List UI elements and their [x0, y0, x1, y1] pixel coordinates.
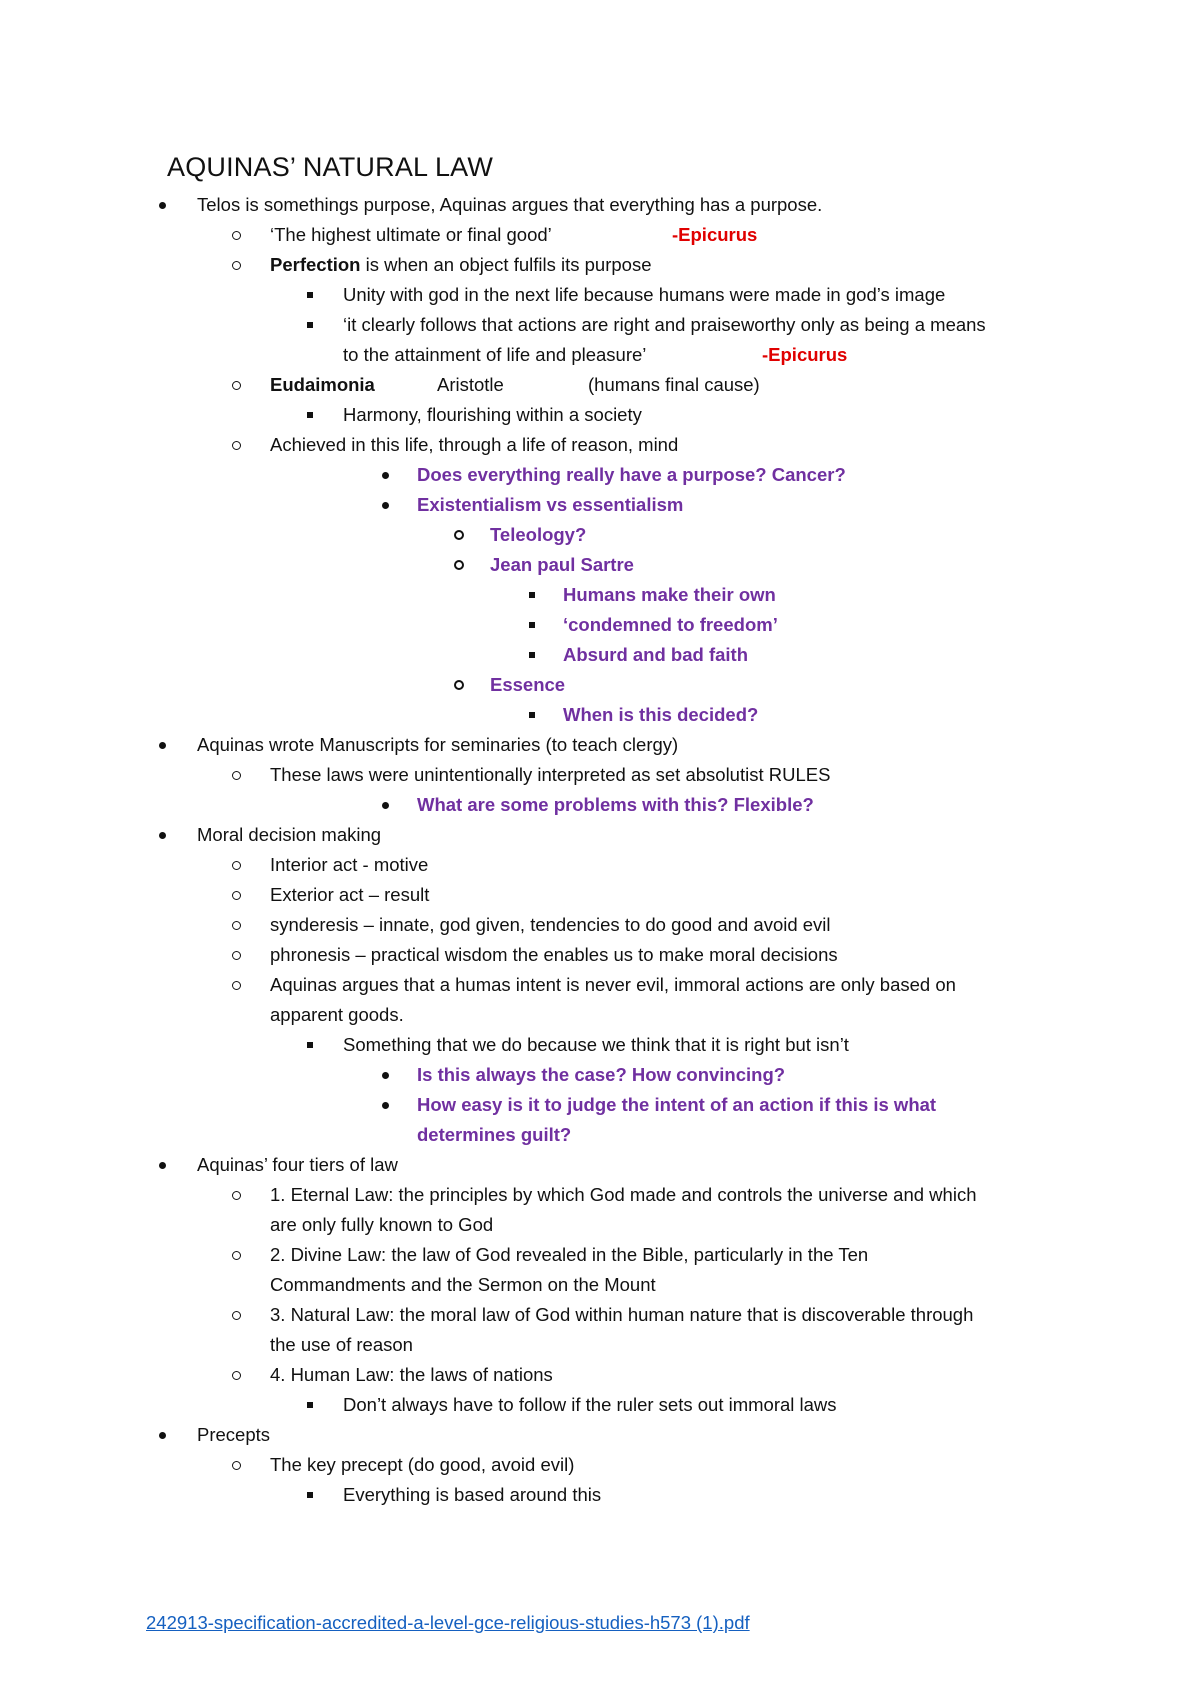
bullet-square-icon	[519, 700, 545, 730]
list-item-text	[270, 910, 831, 940]
text-body: Interior act - motive	[270, 854, 429, 875]
text-body: 2. Divine Law: the law of God revealed in the Bible, particularly in the Ten	[270, 1244, 869, 1265]
bullet-circle-icon	[223, 370, 249, 400]
bullet-circle-icon	[223, 1180, 249, 1210]
text-body: Is this always the case? How convincing?	[417, 1064, 786, 1085]
text-body: 4. Human Law: the laws of nations	[270, 1364, 553, 1385]
text-body: Aquinas wrote Manuscripts for seminaries (to teach clergy)	[197, 734, 679, 755]
text-body: Absurd and bad faith	[563, 644, 748, 665]
list-item-text	[270, 1000, 404, 1030]
bullet-dot-icon	[149, 730, 175, 760]
bullet-dot-icon	[372, 1060, 398, 1090]
quote-attribution: -Epicurus	[762, 344, 848, 365]
list-item-text	[417, 1060, 785, 1090]
bullet-circle-icon	[223, 760, 249, 790]
bullet-square-icon	[297, 1030, 323, 1060]
text-body: Precepts	[197, 1424, 271, 1445]
list-item-text	[417, 1120, 571, 1150]
text-body: synderesis – innate, god given, tendencies to do good and avoid evil	[270, 914, 831, 935]
list-item-text	[270, 1240, 868, 1270]
list-item-text	[343, 280, 945, 310]
bullet-circle-icon	[446, 670, 472, 700]
list-item-text	[270, 1180, 976, 1210]
text-body: phronesis – practical wisdom the enables us to make moral decisions	[270, 944, 838, 965]
list-item-text	[197, 1420, 270, 1450]
text-body: ‘The highest ultimate or final good’	[270, 224, 552, 245]
list-item-text	[490, 550, 634, 580]
list-item-text	[270, 220, 552, 250]
bullet-square-icon	[297, 1390, 323, 1420]
text-body: Unity with god in the next life because humans were made in god’s image	[343, 284, 946, 305]
list-item-text	[270, 940, 838, 970]
bullet-square-icon	[297, 400, 323, 430]
bullet-circle-icon	[223, 1240, 249, 1270]
page-title: AQUINAS’ NATURAL LAW	[167, 152, 494, 182]
list-item-text	[417, 490, 683, 520]
list-item-text	[490, 670, 565, 700]
specification-link[interactable]: 242913-specification-accredited-a-level-gce-religious-studies-h573 (1).pdf	[146, 1612, 750, 1633]
text-body: Harmony, flourishing within a society	[343, 404, 642, 425]
bullet-dot-icon	[372, 460, 398, 490]
list-item-text	[270, 1450, 574, 1480]
text-body: ‘it clearly follows that actions are right and praiseworthy only as being a means	[343, 314, 986, 335]
text-body: Commandments and the Sermon on the Mount	[270, 1274, 656, 1295]
text-body: Essence	[490, 674, 566, 695]
list-item-text	[563, 700, 758, 730]
list-item-text	[563, 640, 748, 670]
bullet-circle-icon	[223, 430, 249, 460]
text-body: Humans make their own	[563, 584, 776, 605]
list-item-text	[343, 1480, 601, 1510]
bullet-dot-icon	[149, 190, 175, 220]
text-body: The key precept (do good, avoid evil)	[270, 1454, 575, 1475]
list-item-text	[563, 610, 778, 640]
list-item-text	[490, 520, 586, 550]
list-item-text	[197, 730, 678, 760]
bullet-circle-icon	[223, 910, 249, 940]
text-body: the use of reason	[270, 1334, 413, 1355]
note-aside: (humans final cause)	[588, 374, 760, 395]
list-item-text	[270, 1270, 656, 1300]
list-item-text	[270, 850, 428, 880]
text-body: to the attainment of life and pleasure’	[343, 344, 647, 365]
bullet-dot-icon	[149, 820, 175, 850]
list-item-text	[270, 880, 429, 910]
bullet-dot-icon	[149, 1420, 175, 1450]
list-item-text	[417, 460, 846, 490]
text-body: Achieved in this life, through a life of reason, mind	[270, 434, 679, 455]
bullet-square-icon	[519, 610, 545, 640]
quote-attribution: -Epicurus	[672, 224, 758, 245]
text-body: ‘condemned to freedom’	[563, 614, 778, 635]
text-body: Something that we do because we think that it is right but isn’t	[343, 1034, 849, 1055]
bullet-circle-icon	[223, 1450, 249, 1480]
list-item-text	[343, 400, 642, 430]
list-item-text	[270, 760, 830, 790]
text-body: Telos is somethings purpose, Aquinas argues that everything has a purpose.	[197, 194, 823, 215]
text-body: What are some problems with this? Flexible?	[417, 794, 814, 815]
bullet-circle-icon	[223, 880, 249, 910]
text-body: apparent goods.	[270, 1004, 404, 1025]
text-body: determines guilt?	[417, 1124, 572, 1145]
bullet-dot-icon	[372, 790, 398, 820]
text-body: are only fully known to God	[270, 1214, 494, 1235]
text-body: Everything is based around this	[343, 1484, 602, 1505]
list-item-text	[343, 1390, 837, 1420]
text-body: How easy is it to judge the intent of an action if this is what	[417, 1094, 937, 1115]
text-body: Aquinas’ four tiers of law	[197, 1154, 398, 1175]
list-item-text	[343, 310, 986, 340]
list-item-text	[270, 1360, 553, 1390]
bullet-square-icon	[297, 310, 323, 340]
list-item-text	[270, 1300, 973, 1330]
list-item-text	[343, 340, 646, 370]
bullet-circle-icon	[223, 250, 249, 280]
text-body: Does everything really have a purpose? Cancer?	[417, 464, 846, 485]
list-item-text	[563, 580, 776, 610]
list-item-text	[270, 430, 678, 460]
bullet-dot-icon	[372, 1090, 398, 1120]
list-item-text	[270, 370, 375, 400]
bullet-circle-icon	[446, 520, 472, 550]
list-item-text	[270, 1330, 413, 1360]
text-body: Don’t always have to follow if the ruler sets out immoral laws	[343, 1394, 837, 1415]
bullet-circle-icon	[223, 1300, 249, 1330]
text-body: is when an object fulfils its purpose	[360, 254, 652, 275]
bullet-square-icon	[297, 280, 323, 310]
text-body: Existentialism vs essentialism	[417, 494, 684, 515]
text-body: 3. Natural Law: the moral law of God within human nature that is discoverable through	[270, 1304, 974, 1325]
list-item-text	[197, 820, 381, 850]
author-label: Aristotle	[437, 374, 504, 395]
text-body: When is this decided?	[563, 704, 759, 725]
list-item-text	[417, 790, 814, 820]
bullet-circle-icon	[223, 1360, 249, 1390]
bullet-square-icon	[519, 640, 545, 670]
text-body: 1. Eternal Law: the principles by which God made and controls the universe and which	[270, 1184, 977, 1205]
text-body: Exterior act – result	[270, 884, 430, 905]
term-label: Perfection	[270, 254, 361, 275]
bullet-circle-icon	[223, 970, 249, 1000]
list-item-text	[197, 1150, 398, 1180]
bullet-circle-icon	[223, 850, 249, 880]
text-body: Aquinas argues that a humas intent is never evil, immoral actions are only based on	[270, 974, 956, 995]
text-body: Moral decision making	[197, 824, 382, 845]
text-body: Teleology?	[490, 524, 587, 545]
bullet-square-icon	[519, 580, 545, 610]
list-item-text	[270, 250, 651, 280]
list-item-text	[343, 1030, 849, 1060]
term-label: Eudaimonia	[270, 374, 375, 395]
bullet-circle-icon	[446, 550, 472, 580]
list-item-text	[417, 1090, 936, 1120]
text-body: Jean paul Sartre	[490, 554, 634, 575]
bullet-circle-icon	[223, 940, 249, 970]
bullet-circle-icon	[223, 220, 249, 250]
list-item-text	[197, 190, 822, 220]
list-item-text	[270, 1210, 493, 1240]
list-item-text	[270, 970, 956, 1000]
text-body: These laws were unintentionally interpreted as set absolutist RULES	[270, 764, 831, 785]
bullet-dot-icon	[149, 1150, 175, 1180]
bullet-square-icon	[297, 1480, 323, 1510]
bullet-dot-icon	[372, 490, 398, 520]
